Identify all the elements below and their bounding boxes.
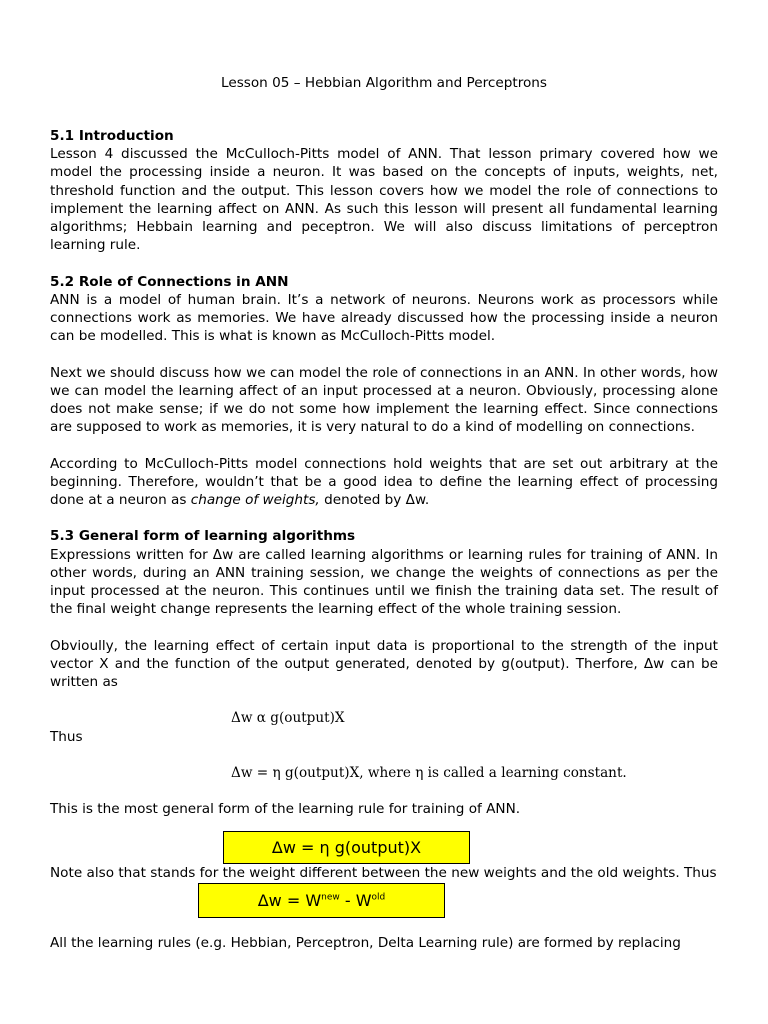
general-form-paragraph-3: This is the most general form of the learning rule for training of ANN. [50,801,521,818]
note-paragraph: Note also that stands for the weight different between the new weights and the old weights. Thus [50,864,717,881]
final-paragraph: All the learning rules (e.g. Hebbian, Perceptron, Delta Learning rule) are formed by replacing [50,934,681,951]
formula-proportional: Δw α g(output)X [231,710,345,727]
section-heading-intro: 5.1 Introduction [50,128,174,144]
sup-new: new [321,892,340,903]
sup-old: old [371,892,386,903]
p3-end: denoted by Δw. [319,492,430,509]
p3-start: According to McCulloch-Pitts model connections hold weights that are set out arbitrary at the beginning. Therefore, wouldn’t that be a good idea to define the learning effect of processing done at a neuron as [50,455,718,509]
weight-diff-mid: - W [339,890,372,910]
highlighted-formula-weight-diff [198,883,445,918]
connections-paragraph-2: Next we should discuss how we can model the role of connections in an ANN. In other words, how we can model the learning affect of an input processed at a neuron. Obviously, processing alone does not make sense; if we do not some how implement the learning effect. Since connections are supposed to work as memories, it is very natural to do a kind of modelling on connections. [50,364,718,436]
connections-paragraph-3 [50,455,718,510]
section-heading-connections: 5.2 Role of Connections in ANN [50,273,289,290]
connections-paragraph-1: ANN is a model of human brain. It’s a network of neurons. Neurons work as processors while connections work as memories. We have already discussed how the processing inside a neuron can be modelled. This is what is known as McCulloch-Pitts model. [50,291,718,345]
thus-label: Thus [50,728,83,745]
weight-diff-lhs: Δw = W [257,890,322,910]
general-form-paragraph-1: Expressions written for Δw are called learning algorithms or learning rules for training of ANN. In other words, during an ANN training session, we change the weights of connections as per the input processed at the neuron. This continues until we finish the training data set. The result of the final weight change represents the learning effect of the whole training session. [50,546,718,618]
section-heading-general-form: 5.3 General form of learning algorithms [50,528,356,545]
p3-emphasis: change of weights, [190,492,320,509]
highlighted-formula-rule: Δw = η g(output)X [223,831,470,864]
intro-paragraph: Lesson 4 discussed the McCulloch-Pitts model of ANN. That lesson primary covered how we model the processing inside a neuron. It was based on the concepts of inputs, weights, net, threshold function and the output. This lesson covers how we model the role of connections to implement the learning affect on ANN. As such this lesson will present all fundamental learning algorithms; Hebbain learning and peceptron. We will also discuss limitations of perceptron learning rule. [50,146,718,254]
document-body [50,127,718,952]
lesson-title: Lesson 05 – Hebbian Algorithm and Perceptrons [221,75,547,91]
formula-learning-constant: Δw = η g(output)X, where η is called a learning constant. [231,765,627,781]
general-form-paragraph-2: Obvioully, the learning effect of certain input data is proportional to the strength of the input vector X and the function of the output generated, denoted by g(output). Therfore, Δw can be written as [50,637,718,691]
